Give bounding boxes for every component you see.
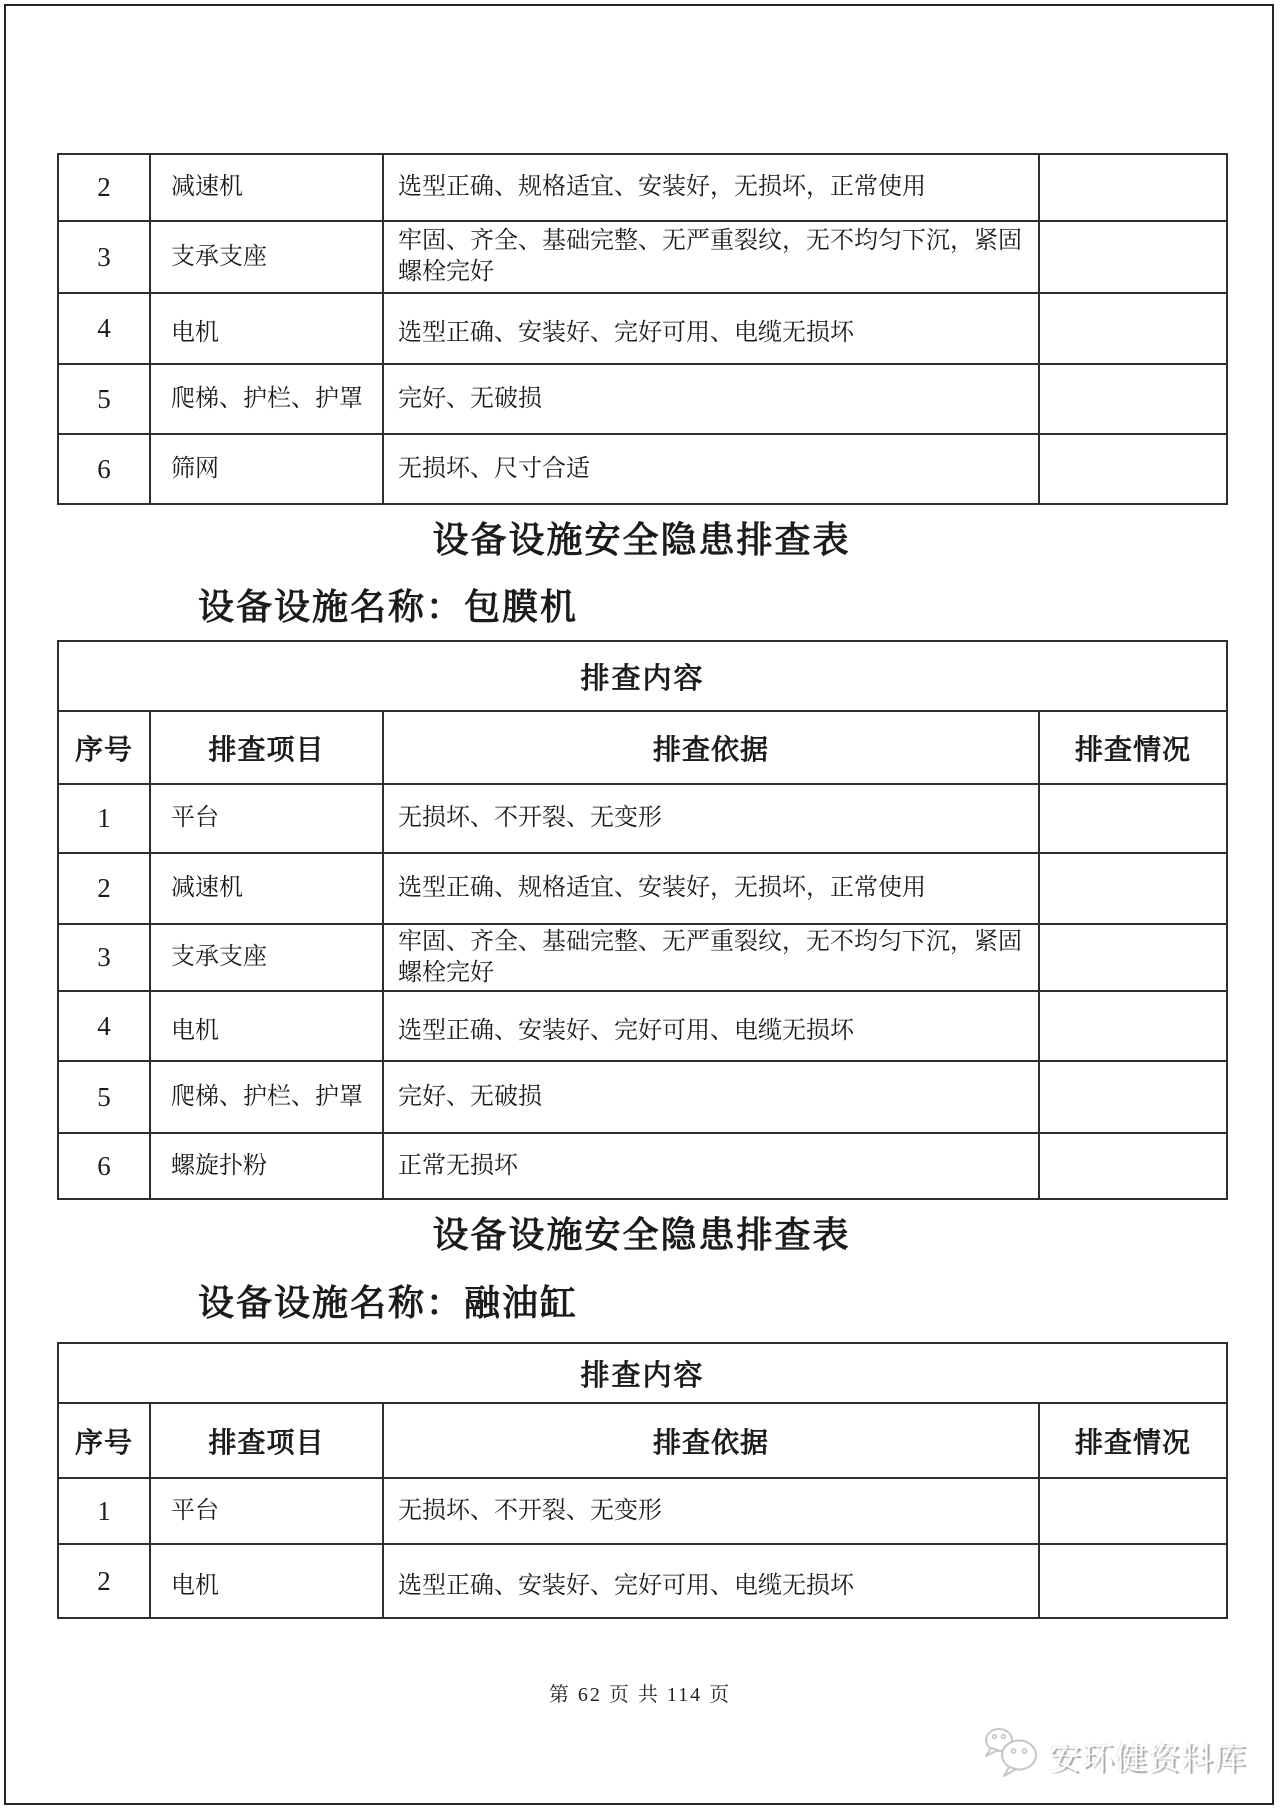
row-number-cell: 2 bbox=[58, 1544, 150, 1618]
inspection-basis-cell: 完好、无破损 bbox=[383, 1061, 1039, 1133]
table-row bbox=[58, 221, 1227, 293]
inspection-status-cell bbox=[1039, 434, 1227, 504]
inspection-basis-cell: 选型正确、规格适宜、安装好，无损坏，正常使用 bbox=[383, 853, 1039, 924]
row-number-cell: 5 bbox=[58, 364, 150, 434]
watermark-badge bbox=[982, 1726, 1247, 1785]
inspection-basis-cell: 牢固、齐全、基础完整、无严重裂纹，无不均匀下沉，紧固螺栓完好 bbox=[383, 924, 1039, 991]
table-row bbox=[58, 293, 1227, 364]
table-row bbox=[58, 784, 1227, 853]
inspection-basis-cell: 选型正确、安装好、完好可用、电缆无损坏 bbox=[383, 1544, 1039, 1618]
inspection-status-cell bbox=[1039, 1544, 1227, 1618]
wechat-chat-bubbles-icon bbox=[982, 1726, 1042, 1785]
inspection-status-cell bbox=[1039, 364, 1227, 434]
inspection-item-cell: 平台 bbox=[150, 1478, 383, 1544]
inspection-item-cell: 电机 bbox=[150, 991, 383, 1061]
table-row bbox=[58, 1544, 1227, 1618]
inspection-status-cell bbox=[1039, 924, 1227, 991]
inspection-item-cell: 支承支座 bbox=[150, 221, 383, 293]
column-header: 排查情况 bbox=[1039, 1403, 1227, 1478]
table-section-header: 排查内容 bbox=[58, 1343, 1227, 1403]
row-number-cell: 4 bbox=[58, 293, 150, 364]
inspection-item-cell: 平台 bbox=[150, 784, 383, 853]
inspection-status-cell bbox=[1039, 221, 1227, 293]
inspection-basis-cell: 无损坏、不开裂、无变形 bbox=[383, 784, 1039, 853]
device-name-oil-tank: 设备设施名称：融油缸 bbox=[198, 1283, 579, 1323]
row-number-cell: 4 bbox=[58, 991, 150, 1061]
inspection-status-cell bbox=[1039, 1133, 1227, 1199]
table-row bbox=[58, 991, 1227, 1061]
row-number-cell: 1 bbox=[58, 1478, 150, 1544]
inspection-item-cell: 螺旋扑粉 bbox=[150, 1133, 383, 1199]
inspection-item-cell: 支承支座 bbox=[150, 924, 383, 991]
inspection-item-cell: 减速机 bbox=[150, 154, 383, 221]
row-number-cell: 3 bbox=[58, 221, 150, 293]
inspection-basis-cell: 完好、无破损 bbox=[383, 364, 1039, 434]
table-row bbox=[58, 364, 1227, 434]
inspection-status-cell bbox=[1039, 991, 1227, 1061]
inspection-status-cell bbox=[1039, 1478, 1227, 1544]
inspection-item-cell: 筛网 bbox=[150, 434, 383, 504]
inspection-basis-cell: 选型正确、安装好、完好可用、电缆无损坏 bbox=[383, 293, 1039, 364]
column-header: 排查依据 bbox=[383, 711, 1039, 784]
table-section-header: 排查内容 bbox=[58, 641, 1227, 711]
inspection-item-cell: 电机 bbox=[150, 1544, 383, 1618]
report-title-coating-machine: 设备设施安全隐患排查表 bbox=[432, 520, 851, 560]
table-row bbox=[58, 853, 1227, 924]
inspection-basis-cell: 牢固、齐全、基础完整、无严重裂纹，无不均匀下沉，紧固螺栓完好 bbox=[383, 221, 1039, 293]
table-row bbox=[58, 434, 1227, 504]
watermark-text: 安环健资料库 bbox=[1049, 1739, 1248, 1776]
column-header: 排查项目 bbox=[150, 711, 383, 784]
table-row bbox=[58, 1133, 1227, 1199]
row-number-cell: 6 bbox=[58, 434, 150, 504]
table-row bbox=[58, 1478, 1227, 1544]
row-number-cell: 2 bbox=[58, 853, 150, 924]
table-row bbox=[58, 1061, 1227, 1133]
coating-machine-inspection-table bbox=[57, 640, 1228, 1200]
column-header: 序号 bbox=[58, 711, 150, 784]
inspection-item-cell: 电机 bbox=[150, 293, 383, 364]
inspection-status-cell bbox=[1039, 154, 1227, 221]
inspection-item-cell: 减速机 bbox=[150, 853, 383, 924]
inspection-basis-cell: 选型正确、安装好、完好可用、电缆无损坏 bbox=[383, 991, 1039, 1061]
row-number-cell: 6 bbox=[58, 1133, 150, 1199]
inspection-status-cell bbox=[1039, 293, 1227, 364]
inspection-basis-cell: 正常无损坏 bbox=[383, 1133, 1039, 1199]
inspection-status-cell bbox=[1039, 784, 1227, 853]
inspection-item-cell: 爬梯、护栏、护罩 bbox=[150, 364, 383, 434]
table-row bbox=[58, 924, 1227, 991]
column-header-row bbox=[58, 1403, 1227, 1478]
column-header: 排查情况 bbox=[1039, 711, 1227, 784]
inspection-basis-cell: 无损坏、尺寸合适 bbox=[383, 434, 1039, 504]
inspection-basis-cell: 选型正确、规格适宜、安装好，无损坏，正常使用 bbox=[383, 154, 1039, 221]
column-header-row bbox=[58, 711, 1227, 784]
column-header: 排查项目 bbox=[150, 1403, 383, 1478]
oil-tank-inspection-table bbox=[57, 1342, 1228, 1619]
inspection-basis-cell: 无损坏、不开裂、无变形 bbox=[383, 1478, 1039, 1544]
table-row bbox=[58, 154, 1227, 221]
report-title-oil-tank: 设备设施安全隐患排查表 bbox=[432, 1215, 851, 1255]
column-header: 排查依据 bbox=[383, 1403, 1039, 1478]
inspection-status-cell bbox=[1039, 853, 1227, 924]
continuation-inspection-table bbox=[57, 153, 1228, 505]
inspection-item-cell: 爬梯、护栏、护罩 bbox=[150, 1061, 383, 1133]
row-number-cell: 3 bbox=[58, 924, 150, 991]
row-number-cell: 2 bbox=[58, 154, 150, 221]
column-header: 序号 bbox=[58, 1403, 150, 1478]
row-number-cell: 5 bbox=[58, 1061, 150, 1133]
row-number-cell: 1 bbox=[58, 784, 150, 853]
page-number-footer: 第 62 页 共 114 页 bbox=[548, 1684, 732, 1706]
inspection-status-cell bbox=[1039, 1061, 1227, 1133]
device-name-coating-machine: 设备设施名称：包膜机 bbox=[198, 587, 579, 627]
